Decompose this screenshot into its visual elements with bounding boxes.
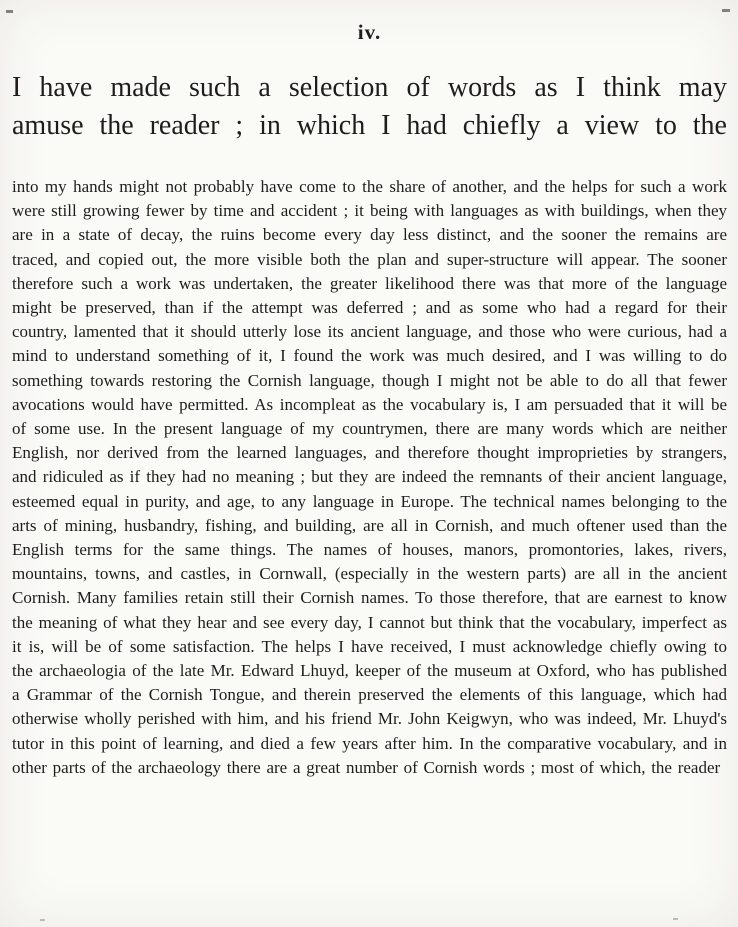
footnote-continuation-text: into my hands might not probably have come to the share of another, and the helps for such a work were still growing fewer by time and accident ; it being with languages as with buildings, when they are in a state of decay, the ruins become every day less distinct, and the sooner the remains are traced, and copied out, the more visible both the plan and super-structure will appear. The sooner therefore such a work was undertaken, the greater likelihood there was that more of the language might be preserved, than if the attempt was deferred ; and as some who had a regard for their country, lamented that it should utterly lose its ancient language, and those who were curious, had a mind to understand something of it, I found the work was much desired, and I was willing to do something towards restoring the Cornish language, though I might not be able to do all that fewer avocations would have permitted. As incompleat as the vocabulary is, I am persuaded that it will be of some use. In the present language of my countrymen, there are many words which are neither English, nor derived from the learned languages, and therefore thought improprieties by strangers, and ridiculed as if they had no meaning ; but they are indeed the remnants of their ancient language, esteemed equal in purity, and age, to any language in Europe. The technical names belonging to the arts of mining, husbandry, fishing, and building, are all in Cornish, and much oftener used than the English terms for the same things. The names of houses, manors, promontories, lakes, rivers, mountains, towns, and castles, in Cornwall, (especially in the western parts) are all in the ancient Cornish. Many families retain still their Cornish names. To those therefore, that are earnest to know the meaning of what they hear and see every day, I cannot but think that the vocabulary, imperfect as it is, will be of some satisfaction. The helps I have received, I must acknowledge chiefly owing to the archaeologia of the late Mr. Edward Lhuyd, keeper of the museum at Oxford, who has published a Grammar of the Cornish Tongue, and therein preserved the elements of this language, which had otherwise wholly perished with him, and his friend Mr. John Keigwyn, who was indeed, Mr. Lhuyd's tutor in this point of learning, and died a few years after him. In the comparative vocabulary, and in other parts of the archaeology there are a great number of Cornish words ; most of which, the reader — [12, 177, 727, 777]
scan-artifact — [722, 9, 730, 12]
main-text-line-2: amuse the reader ; in which I had chiefly a view to the — [12, 110, 727, 141]
scan-artifact — [6, 10, 13, 13]
scan-artifact — [40, 919, 45, 921]
page-number: iv. — [357, 20, 382, 44]
scan-artifact — [673, 918, 678, 920]
main-text-block — [12, 69, 727, 145]
main-text-line-1: I have made such a selection of words as I think may — [12, 72, 727, 103]
